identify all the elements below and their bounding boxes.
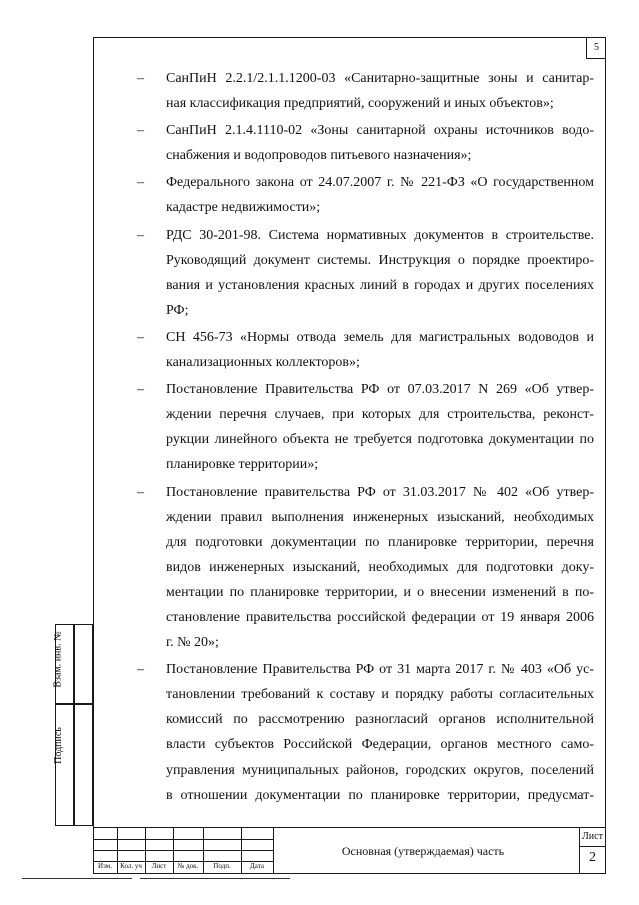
- title-block-label-izm: Изм.: [98, 862, 112, 870]
- list-item: [93, 657, 598, 808]
- text-line: СН 456-73 «Нормы отвода земель для магистральных водоводов и: [166, 329, 594, 345]
- list-bullet: –: [137, 329, 144, 345]
- text-line: комиссий по рассмотрению разногласий органов исполнительной: [166, 712, 594, 728]
- list-item: [93, 480, 598, 656]
- text-line: ждении перечня случаев, при которых для строительства, реконст-: [166, 407, 594, 423]
- text-line: Постановление Правительства РФ от 07.03.2017 N 269 «Об утвер-: [166, 382, 594, 398]
- text-line: планировке территории»;: [166, 457, 319, 473]
- text-line: ждении правил выполнения инженерных изысканий, необходимых: [166, 509, 594, 525]
- title-block-label-kol-uch: Кол. уч: [120, 862, 142, 870]
- text-line: вания и установления красных линий в городах и других поселениях: [166, 277, 594, 293]
- text-line: становление правительства российской федерации от 19 января 2006: [166, 609, 594, 625]
- sheet-label: Лист: [582, 831, 603, 842]
- list-item: [93, 325, 598, 375]
- title-block-label-signature: Подп.: [213, 862, 231, 870]
- list-bullet: –: [137, 484, 144, 500]
- corner-page-number: 5: [586, 37, 606, 59]
- side-stamp-column-3: [52, 704, 74, 826]
- document-body: [93, 66, 598, 810]
- list-bullet: –: [137, 382, 144, 398]
- text-line: Постановление Правительства РФ от 31 марта 2017 г. № 403 «Об ус-: [166, 662, 594, 678]
- text-line: РДС 30-201-98. Система нормативных документов в строительстве.: [166, 227, 594, 243]
- list-bullet: –: [137, 662, 144, 678]
- text-line: Руководящий документ системы. Инструкция о порядке проектиро-: [166, 252, 594, 268]
- text-line: СанПиН 2.2.1/2.1.1.1200-03 «Санитарно-защитные зоны и санитар-: [166, 71, 594, 86]
- list-item: [93, 66, 598, 116]
- list-bullet: –: [137, 71, 144, 86]
- side-stamp-column-2: [74, 624, 93, 704]
- side-stamp-label-replace: Взам. инв. №: [52, 631, 64, 688]
- text-line: кадастре недвижимости»;: [166, 200, 321, 216]
- text-line: ментации по планировке территории, и о внесении изменений в по-: [166, 584, 594, 600]
- text-line: рукции линейного объекта не требуется подготовка документации по: [166, 432, 594, 448]
- text-line: снабжения и водопроводов питьевого назначения»;: [166, 148, 472, 164]
- scan-edge-line: [22, 878, 132, 879]
- title-block: [93, 827, 606, 874]
- list-item: [93, 223, 598, 323]
- text-line: видов инженерных изысканий, необходимых для подготовки доку-: [166, 559, 594, 575]
- list-bullet: –: [137, 227, 144, 243]
- scan-edge-line: [140, 878, 290, 879]
- list-bullet: –: [137, 175, 144, 191]
- side-stamp-column-4: [74, 704, 93, 826]
- text-line: ная классификация предприятий, сооружений и иных объектов»;: [166, 96, 554, 112]
- text-line: власти субъектов Российской Федерации, органов местного само-: [166, 737, 594, 753]
- text-line: Постановление правительства РФ от 31.03.2017 № 402 «Об утвер-: [166, 484, 594, 500]
- list-item: [93, 118, 598, 168]
- text-line: Федерального закона от 24.07.2007 г. № 221-ФЗ «О государственном: [166, 175, 594, 191]
- text-line: РФ;: [166, 302, 189, 318]
- title-block-label-list: Лист: [151, 862, 167, 870]
- list-bullet: –: [137, 123, 144, 139]
- text-line: в отношении документации по планировке территории, предусмат-: [166, 787, 594, 803]
- list-item: [93, 170, 598, 220]
- text-line: управления муниципальных районов, городских округов, поселений: [166, 762, 594, 778]
- text-line: тановлении требований к составу и порядку работы согласительных: [166, 687, 594, 703]
- text-line: СанПиН 2.1.4.1110-02 «Зоны санитарной охраны источников водо-: [166, 123, 594, 139]
- title-block-label-date: Дата: [250, 862, 264, 870]
- text-line: для подготовки документации по планировке территории, перечня: [166, 534, 594, 550]
- title-block-label-doc-no: № док.: [177, 862, 199, 870]
- text-line: канализационных коллекторов»;: [166, 355, 360, 371]
- text-line: г. № 20»;: [166, 635, 219, 651]
- document-section-title: Основная (утверждаемая) часть: [341, 844, 505, 858]
- sheet-number: 2: [589, 850, 596, 865]
- side-stamp-label-signature: Подпись: [52, 727, 64, 764]
- list-item: [93, 377, 598, 477]
